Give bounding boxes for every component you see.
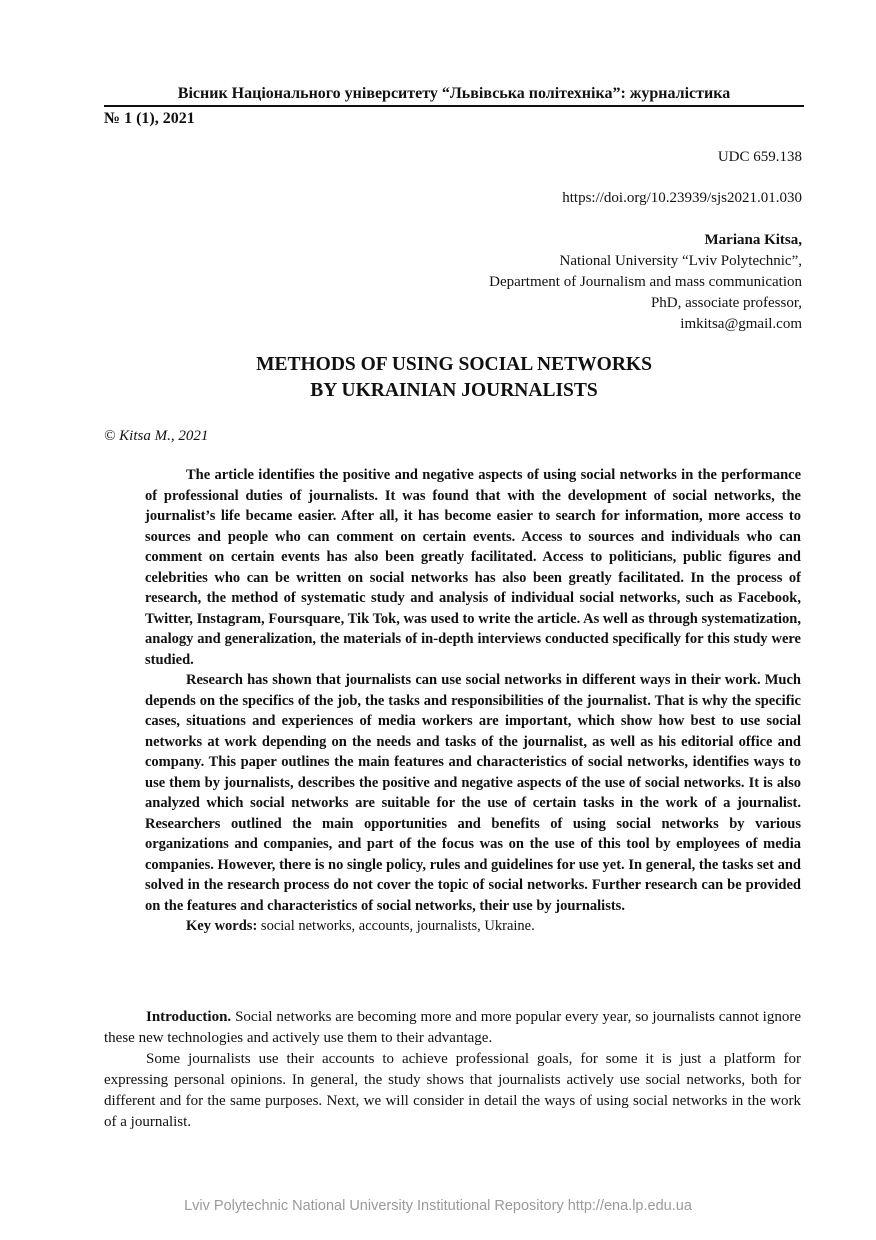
author-email[interactable]: imkitsa@gmail.com	[680, 316, 802, 332]
header-divider	[104, 105, 804, 107]
journal-title: Вісник Національного університету “Львівська політехніка”: журналістика	[177, 85, 731, 102]
doi-link[interactable]: https://doi.org/10.23939/sjs2021.01.030	[562, 190, 802, 206]
abstract	[145, 465, 801, 937]
keywords-list: social networks, accounts, journalists, Ukraine.	[260, 918, 535, 934]
introduction-label: Introduction.	[146, 1009, 232, 1025]
body-text	[104, 1007, 801, 1133]
introduction-paragraph	[104, 1007, 801, 1049]
udc-code: UDC 659.138	[717, 149, 802, 165]
abstract-paragraph-2: Research has shown that journalists can use social networks in different ways in their work. Much depends on the specifics of the job, the tasks and responsibilities of the journalist. That is why the specific cases, situations and experiences of media workers are important, which show how best to use social networks at work depending on the needs and tasks of the journalist, as well as his editorial office and company. This paper outlines the main features and characteristics of social networks, identifies ways to use them by journalists, describes the positive and negative aspects of the use of social networks. It is also analyzed which social networks are suitable for the use of certain tasks in the work of a journalist. Researchers outlined the main opportunities and benefits of using social networks by various organizations and companies, and part of the focus was on the use of this tool by employees of media companies. However, there is no single policy, rules and guidelines for use yet. In general, the tasks set and solved in the research process do not cover the topic of social networks. Further research can be provided on the features and characteristics of social networks, their use by journalists.	[145, 672, 801, 914]
author-name: Mariana Kitsa,	[704, 232, 802, 248]
copyright-notice: © Kitsa M., 2021	[104, 428, 209, 444]
paper-title-line-1: METHODS OF USING SOCIAL NETWORKS	[256, 354, 652, 375]
author-block	[489, 230, 802, 335]
author-affiliation-university: National University “Lviv Polytechnic”,	[559, 253, 802, 269]
keywords	[145, 916, 801, 937]
author-degree: PhD, associate professor,	[650, 295, 802, 311]
repository-footer: Lviv Polytechnic National University Institutional Repository http://ena.lp.edu.ua	[184, 1198, 692, 1214]
abstract-paragraph-1: The article identifies the positive and negative aspects of using social networks in the performance of professional duties of journalists. It was found that with the development of social networks, the journalist’s life became easier. After all, it has become easier to search for information, more access to sources and people who can comment on certain events. Access to sources and individuals who can comment on certain events has also been greatly facilitated. Access to politicians, public figures and celebrities who can be written on social networks has also been greatly facilitated. In the process of research, the method of systematic study and analysis of individual social networks, such as Facebook, Twitter, Instagram, Foursquare, Tik Tok, was used to write the article. As well as through systematization, analogy and generalization, the materials of in-depth interviews conducted specifically for this study were studied.	[145, 467, 801, 668]
keywords-label: Key words:	[186, 918, 258, 934]
issue-number: № 1 (1), 2021	[104, 110, 195, 127]
paper-title-line-2: BY UKRAINIAN JOURNALISTS	[310, 380, 598, 401]
body-paragraph-2: Some journalists use their accounts to achieve professional goals, for some it is just a platform for expressing personal opinions. In general, the study shows that journalists actively use social networks, both for different and for the same purposes. Next, we will consider in detail the ways of using social networks in the work of a journalist.	[104, 1051, 801, 1130]
paper-title	[104, 352, 804, 404]
introduction-text: Social networks are becoming more and more popular every year, so journalists cannot ignore these new technologies and actively use them to their advantage.	[104, 1009, 801, 1046]
author-affiliation-department: Department of Journalism and mass communication	[489, 274, 802, 290]
